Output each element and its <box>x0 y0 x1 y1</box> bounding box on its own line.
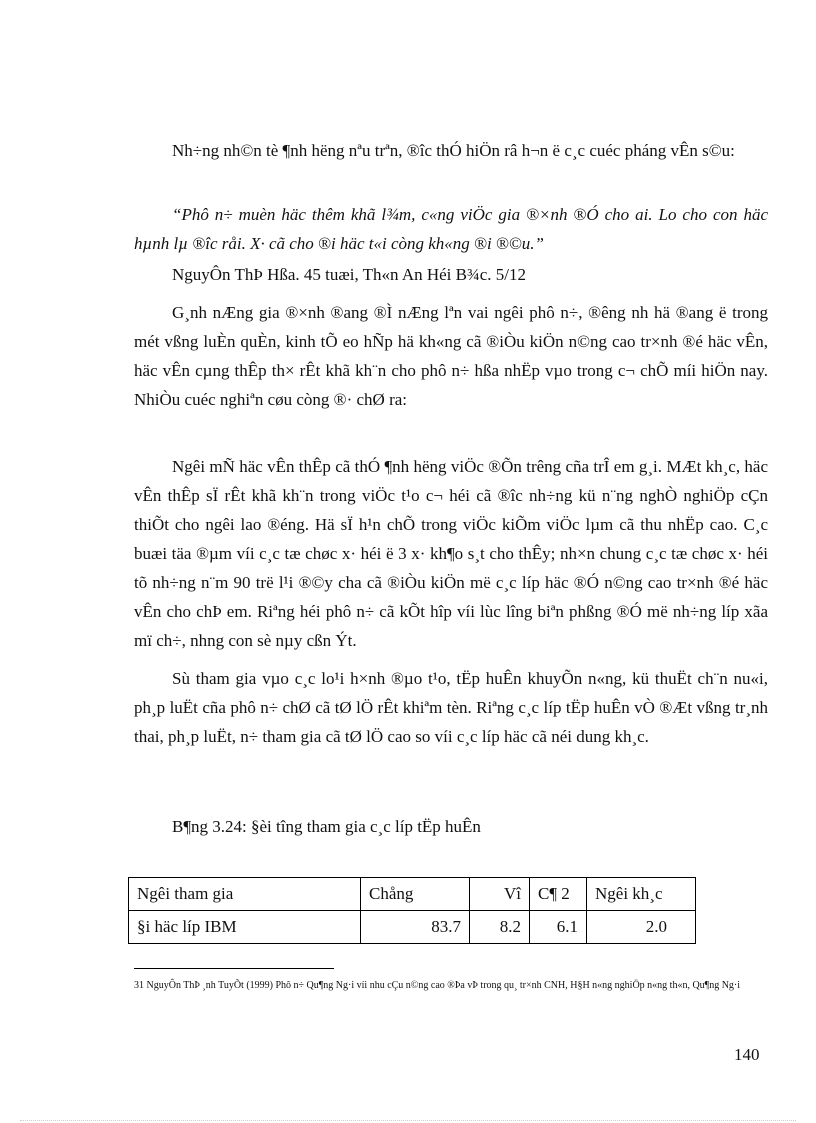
paragraph-low-education: Ngêi mÑ häc vÊn thÊp cã thÓ ¶nh hëng viÖc ®Õn trêng cña trÎ em g¸i. MÆt kh¸c, häc vÊn thÊp sÏ rÊt khã kh¨n trong viÖc t¹o c¬ héi cã ®îc nh÷ng kü n¨ng nghÒ nghiÖp cÇn thiÕt cho ngêi lao ®éng. Hä sÏ h¹n chÕ trong viÖc kiÕm viÖc lµm cã thu nhËp cao. C¸c buæi täa ®µm víi c¸c tæ chøc x· héi ë 3 x· kh¶o s¸t cho thÊy; nh×n chung c¸c tæ chøc x· héi tõ nh÷ng n¨m 90 trë l¹i ®©y cha cã ®iÒu kiÖn më c¸c líp häc ®Ó n©ng cao tr×nh ®é häc vÊn cho chÞ em. Riªng héi phô n÷ cã kÕt hîp víi lùc lîng biªn phßng ®Ó më nh÷ng líp xãa mï ch÷, nhng con sè nµy cßn Ýt. <box>134 457 768 650</box>
header-cell: C¶ 2 <box>530 878 587 911</box>
paragraph-family-burden: G¸nh nÆng gia ®×nh ®ang ®Ì nÆng lªn vai ngêi phô n÷, ®êng nh hä ®ang ë trong mét vßng luÈn quÈn, kinh tÕ eo hÑp hä kh«ng cã ®iÒu kiÖn n©ng cao tr×nh ®é häc vÊn, häc vÊn cµng thÊp th× rÊt khã kh¨n cho phô n÷ hßa nhËp vµo trong c¬ chÕ míi hiÖn nay. NhiÒu cuéc nghiªn cøu còng ®· chØ ra: <box>134 303 768 409</box>
paragraph-training: Sù tham gia vµo c¸c lo¹i h×nh ®µo t¹o, tËp huÊn khuyÕn n«ng, kü thuËt ch¨n nu«i, ph¸p luËt cña phô n÷ chØ cã tØ lÖ rÊt khiªm tèn. Riªng c¸c líp tËp huÊn vÒ ®Æt vßng tr¸nh thai, ph¸p luËt, n÷ tham gia cã tØ lÖ cao so víi c¸c líp häc cã néi dung kh¸c. <box>134 669 768 746</box>
table-cell: §i häc líp IBM <box>129 911 361 944</box>
table-cell: 2.0 <box>587 911 696 944</box>
header-cell: Vî <box>470 878 530 911</box>
table-caption: B¶ng 3.24: §èi tîng tham gia c¸c líp tËp huÊn <box>172 817 481 836</box>
footnote-divider <box>134 968 334 969</box>
header-cell: Ngêi tham gia <box>129 878 361 911</box>
participants-table <box>128 877 696 944</box>
quote-attribution: NguyÔn ThÞ Hßa. 45 tuæi, Th«n An Héi B¾c. 5/12 <box>172 265 527 284</box>
footnote: 31 NguyÔn ThÞ ¸nh TuyÕt (1999) Phô n÷ Qu¶ng Ng·i víi nhu cÇu n©ng cao ®Þa vÞ trong qu¸ tr×nh CNH, H§H n«ng nghiÖp n«ng th«n, Qu¶ng Ng·i <box>134 980 741 991</box>
table-row <box>129 911 696 944</box>
header-cell: Ngêi kh¸c <box>587 878 696 911</box>
header-cell: Chång <box>361 878 470 911</box>
table-cell: 83.7 <box>361 911 470 944</box>
table-cell: 6.1 <box>530 911 587 944</box>
table-header-row <box>129 878 696 911</box>
table-cell: 8.2 <box>470 911 530 944</box>
interview-quote: “Phô n÷ muèn häc thêm khã l¾m, c«ng viÖc gia ®×nh ®Ó cho ai. Lo cho con häc hµnh lµ ®îc råi. X· cã cho ®i häc t«i còng kh«ng ®i ®©u.” <box>134 205 768 253</box>
paragraph-intro: Nh÷ng nh©n tè ¶nh hëng nªu trªn, ®îc thÓ hiÖn râ h¬n ë c¸c cuéc pháng vÊn s©u: <box>172 141 735 160</box>
page-number: 140 <box>734 1045 760 1064</box>
bottom-border <box>20 1120 796 1121</box>
